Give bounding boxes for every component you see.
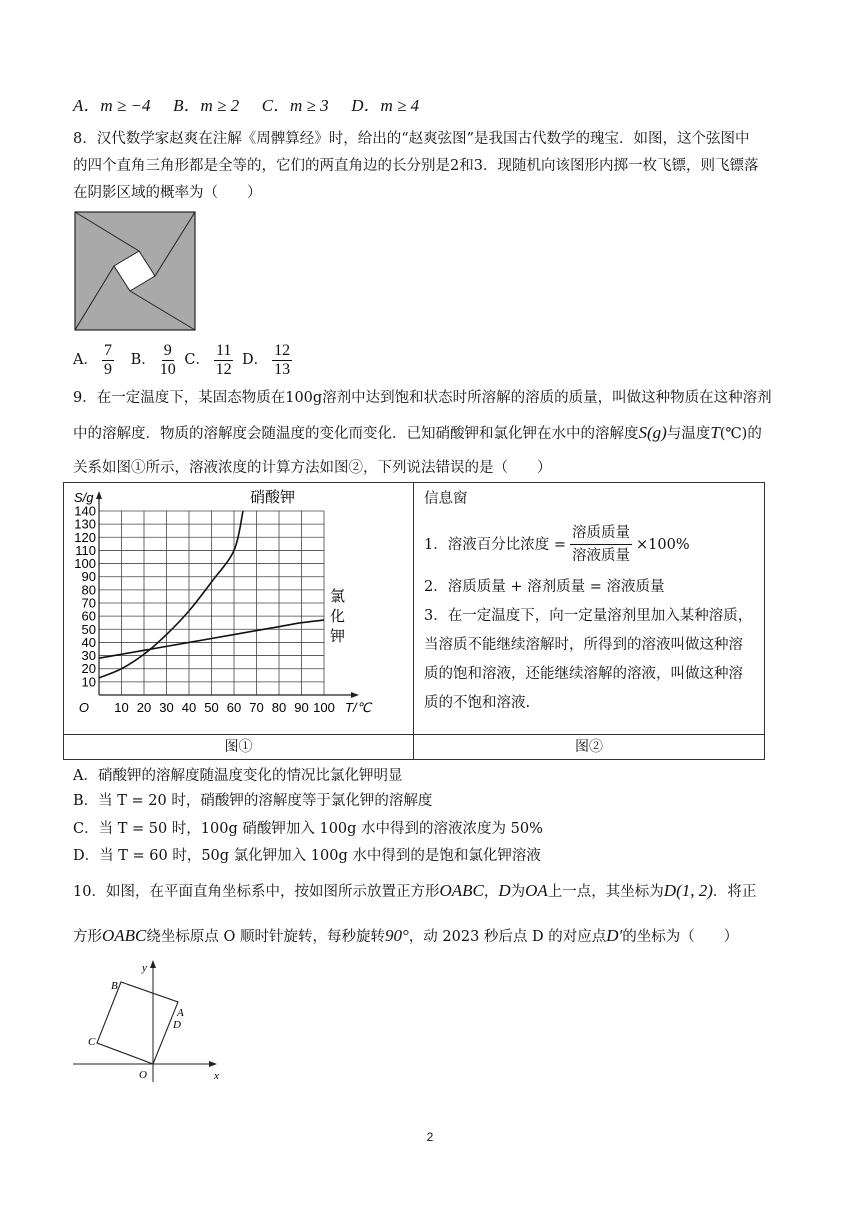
- origin-label: O: [139, 1069, 147, 1081]
- point-b-label: B: [111, 980, 118, 992]
- x-tick-label: 70: [249, 700, 264, 715]
- q10-line-2: [73, 926, 738, 947]
- y-tick-label: 60: [81, 608, 96, 624]
- origin-label: O: [78, 700, 89, 715]
- y-tick-label: 40: [81, 634, 96, 650]
- q9-line-1: 9．在一定温度下，某固态物质在100g溶剂中达到饱和状态时所溶解的溶质的质量，叫做这种物质在这种溶剂: [73, 390, 772, 406]
- info-item-3-line-1: 3．在一定温度下，向一定量溶剂里加入某种溶质，: [424, 608, 753, 624]
- series-label-potassium-nitrate: 硝酸钾: [250, 488, 296, 506]
- series-label-potassium-chloride-2: 化: [330, 607, 346, 625]
- q10-l2f: D′: [606, 926, 623, 945]
- info-1-label: 溶液百分比浓度 =: [447, 536, 566, 553]
- info-item-3-line-4: 质的不饱和溶液.: [424, 695, 531, 711]
- y-tick-label: 90: [81, 569, 96, 585]
- series-label-potassium-chloride-1: 氯: [330, 587, 346, 605]
- y-axis-arrow: [96, 491, 102, 499]
- x-tick-label: 20: [136, 700, 152, 715]
- series-line-potassium-nitrate: [99, 511, 243, 678]
- q10-coordinate-figure: [73, 960, 223, 1085]
- q8-option-d-num: 12: [274, 341, 291, 359]
- q8-options: [73, 340, 296, 380]
- q8-option-c-den: 12: [215, 360, 232, 378]
- q10-l1e: 为: [510, 884, 526, 900]
- x-tick-label: 30: [159, 700, 174, 715]
- y-tick-label: 110: [75, 542, 96, 558]
- q7-option-b: B．m ≥ 2: [173, 96, 240, 115]
- info-1-den: 溶液质量: [572, 548, 630, 564]
- q8-option-c-fraction: [214, 342, 233, 379]
- figure-1-cell: [64, 483, 414, 735]
- q10-line-1: [73, 881, 756, 902]
- q10-l1d: D: [498, 881, 511, 900]
- x-tick-label: 100: [313, 700, 335, 715]
- q8-option-b-fraction: [160, 342, 176, 379]
- q7-option-d: D．m ≥ 4: [351, 96, 420, 115]
- q8-option-d-den: 13: [274, 360, 291, 378]
- info-title: 信息窗: [424, 491, 468, 507]
- q8-option-a-den: 9: [103, 360, 112, 378]
- point-c-label: C: [88, 1036, 96, 1048]
- y-tick-label: 140: [74, 503, 96, 519]
- y-tick-label: 50: [81, 621, 96, 637]
- q8-option-a-label: A．: [73, 352, 98, 368]
- page-number: 2: [426, 1130, 434, 1144]
- q8-option-d-fraction: [272, 342, 292, 379]
- q8-option-b-den: 10: [159, 360, 176, 378]
- y-axis-label: y: [142, 962, 147, 974]
- figure-2-cell: [414, 483, 765, 735]
- y-tick-label: 70: [81, 595, 96, 611]
- point-a-label: A: [177, 1007, 184, 1019]
- q9-option-c: C．当 T = 50 时，100g 硝酸钾加入 100g 水中得到的溶液浓度为 50%: [73, 821, 543, 837]
- q10-l1g: 上一点，其坐标为: [547, 884, 664, 900]
- y-axis-label: S/g: [74, 490, 94, 505]
- x-tick-label: 80: [271, 700, 287, 715]
- q10-l2a: 方形: [73, 929, 102, 945]
- q10-l2e: ，动 2023 秒后点 D 的对应点: [408, 929, 607, 945]
- series-label-potassium-chloride-3: 钾: [330, 627, 346, 645]
- info-1-fraction: [570, 522, 632, 567]
- q9-line-2a: 中的溶解度．物质的溶解度会随温度的变化而变化．已知硝酸钾和氯化钾在水中的溶解度: [73, 426, 639, 442]
- info-window: [414, 483, 764, 720]
- q9-option-a: A．硝酸钾的溶解度随温度变化的情况比氯化钾明显: [73, 768, 403, 784]
- x-axis-arrow: [351, 692, 359, 698]
- y-tick-label: 130: [74, 516, 96, 532]
- info-item-3-line-3: 质的饱和溶液，还能继续溶解的溶液，叫做这种溶: [424, 666, 743, 682]
- q9-line-2: [73, 423, 762, 444]
- q8-option-c-num: 11: [215, 341, 232, 359]
- x-tick-label: 60: [226, 700, 242, 715]
- q10-l2c: 绕坐标原点 O 顺时针旋转，每秒旋转: [146, 929, 385, 945]
- q7-option-a: A．m ≥ −4: [73, 96, 151, 115]
- figure-2-caption: 图②: [414, 735, 765, 760]
- q10-l1i: ．将正: [712, 884, 757, 900]
- q7-option-c: C．m ≥ 3: [261, 96, 329, 115]
- q9-line-2e: (℃)的: [719, 426, 762, 442]
- info-item-3-line-2: 当溶质不能继续溶解时，所得到的溶液叫做这种溶: [424, 637, 743, 653]
- q10-l2g: 的坐标为（ ）: [622, 929, 739, 945]
- q8-option-d-label: D．: [241, 352, 269, 368]
- q10-l1b: OABC: [439, 881, 484, 900]
- q9-line-3: 关系如图①所示，溶液浓度的计算方法如图②，下列说法错误的是（ ）: [73, 460, 552, 476]
- q8-option-a-fraction: [102, 342, 114, 379]
- x-tick-label: 90: [294, 700, 309, 715]
- info-item-1: [424, 522, 754, 567]
- q9-option-d: D．当 T = 60 时，50g 氯化钾加入 100g 水中得到的是饱和氯化钾溶液: [73, 848, 541, 864]
- q9-line-2c: 与温度: [666, 426, 711, 442]
- q10-l2d: 90°: [385, 926, 409, 945]
- zhao-shuang-string-diagram: [74, 211, 196, 331]
- q8-option-b-num: 9: [163, 341, 172, 359]
- info-1-num: 溶质质量: [570, 522, 632, 545]
- y-tick-label: 100: [74, 556, 96, 572]
- q9-t-symbol: T: [710, 423, 720, 442]
- q10-l1c: ，: [483, 884, 499, 900]
- q10-l1f: OA: [525, 881, 548, 900]
- q8-line-3: 在阴影区域的概率为（ ）: [73, 185, 262, 201]
- q8-option-b-label: B．: [130, 352, 156, 368]
- q9-option-b: B．当 T = 20 时，硝酸钾的溶解度等于氯化钾的溶解度: [73, 793, 433, 809]
- y-tick-label: 10: [81, 674, 96, 690]
- x-axis-label: x: [214, 1070, 219, 1082]
- q8-line-2: 的四个直角三角形都是全等的，它们的两直角边的长分别是2和3．现随机向该图形内掷一枚飞镖，则飞镖落: [73, 158, 759, 174]
- y-tick-label: 80: [81, 582, 96, 598]
- info-item-2: 2．溶质质量 + 溶剂质量 = 溶液质量: [424, 579, 665, 595]
- info-1-prefix: 1．: [424, 536, 448, 553]
- figure-1-caption: 图①: [64, 735, 414, 760]
- q8-option-c-label: C．: [184, 352, 210, 368]
- q10-l2b: OABC: [102, 926, 147, 945]
- y-tick-label: 120: [74, 529, 96, 545]
- y-tick-label: 30: [81, 648, 96, 664]
- x-tick-label: 50: [204, 700, 219, 715]
- q10-l1a: 10．如图，在平面直角坐标系中，按如图所示放置正方形: [73, 884, 440, 900]
- q10-l1h: D(1, 2): [663, 881, 713, 900]
- y-tick-label: 20: [81, 661, 96, 677]
- point-d-label: D: [173, 1019, 181, 1031]
- q9-figure-table: [63, 482, 765, 760]
- solubility-chart: [64, 483, 413, 734]
- x-tick-label: 10: [114, 700, 129, 715]
- q8-option-a-num: 7: [103, 341, 112, 359]
- q9-s-symbol: S(g): [638, 423, 667, 442]
- q7-options: [73, 96, 437, 117]
- x-tick-label: 40: [181, 700, 197, 715]
- q8-line-1: 8．汉代数学家赵爽在注解《周髀算经》时，给出的“赵爽弦图”是我国古代数学的瑰宝．如图，这个弦图中: [73, 131, 750, 147]
- info-1-suffix: ×100%: [636, 536, 690, 553]
- x-axis-label: T/℃: [345, 700, 372, 715]
